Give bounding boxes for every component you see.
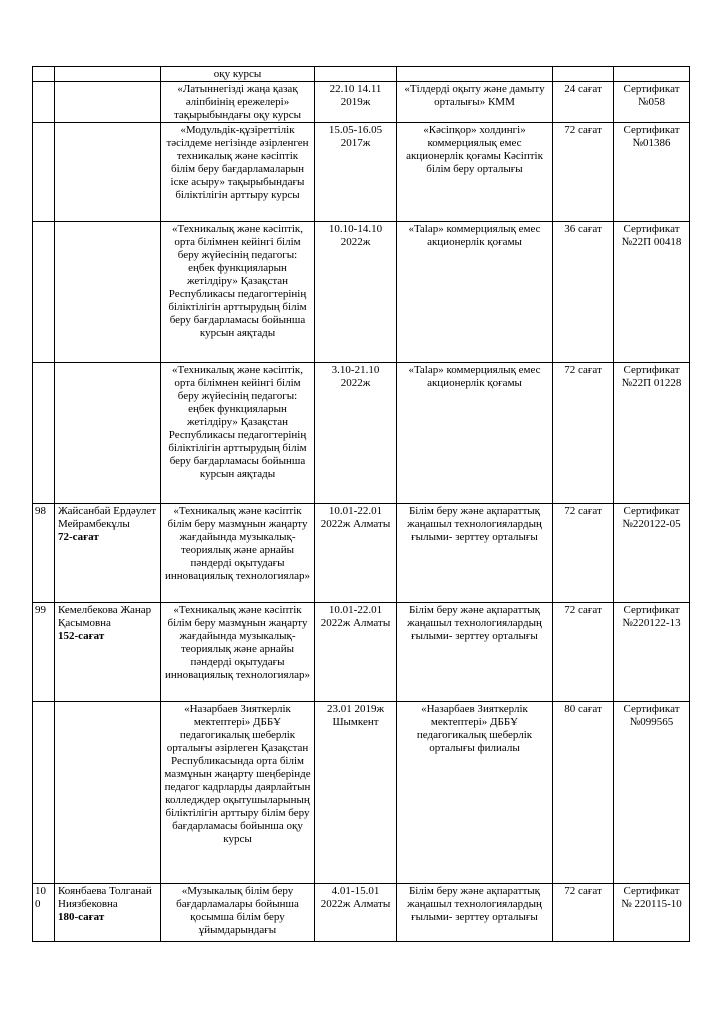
course-title: «Назарбаев Зияткерлік мектептері» ДББҰ педагогикалық шеберлік орталығы әзірлеген Қазақстан Республикасында орта білім мазмұнын жаңарту шеңберінде педагог кадрларды даярлайтын колледждер оқытушыларының біліктілігін арттыру білім беру бағдарламасы бойынша оқу курсы bbox=[161, 702, 315, 884]
row-number bbox=[33, 82, 55, 123]
row-number: 99 bbox=[33, 603, 55, 702]
row-number bbox=[33, 67, 55, 82]
course-date: 15.05-16.05 2017ж bbox=[315, 123, 397, 222]
table-row bbox=[33, 222, 690, 363]
organization: Білім беру және ақпараттық жаңашыл технологиялардың ғылыми- зерттеу орталығы bbox=[397, 504, 553, 603]
organization: «Назарбаев Зияткерлік мектептері» ДББҰ педагогикалық шеберлік орталығы филиалы bbox=[397, 702, 553, 884]
organization: Білім беру және ақпараттық жаңашыл технологиялардың ғылыми- зерттеу орталығы bbox=[397, 884, 553, 942]
organization: «Тілдерді оқыту және дамыту орталығы» КММ bbox=[397, 82, 553, 123]
table-row bbox=[33, 82, 690, 123]
course-title: «Техникалық және кәсіптік, орта білімнен кейінгі білім беру жүйесінің педагогы: еңбек функцияларын жетілдіру» Қазақстан Республикасы педагогтерінің біліктілігін арттырудың білім беру бағдарламасы бойынша курсын аяқтады bbox=[161, 363, 315, 504]
certificate: Сертификат №220122-05 bbox=[614, 504, 690, 603]
teacher-name-cell bbox=[55, 363, 161, 504]
course-date: 4.01-15.01 2022ж Алматы bbox=[315, 884, 397, 942]
certificate: Сертификат №099565 bbox=[614, 702, 690, 884]
table-row bbox=[33, 884, 690, 942]
table-row bbox=[33, 504, 690, 603]
course-date: 10.10-14.10 2022ж bbox=[315, 222, 397, 363]
total-hours: 180-сағат bbox=[58, 911, 105, 923]
certificate: Сертификат №22П 01228 bbox=[614, 363, 690, 504]
hours: 36 сағат bbox=[553, 222, 614, 363]
row-number: 98 bbox=[33, 504, 55, 603]
organization: «Talap» коммерциялық емес акционерлік қоғамы bbox=[397, 222, 553, 363]
course-title: «Техникалық және кәсіптік білім беру мазмұнын жаңарту жағдайында музыкалық-теориялық және арнайы пәндерді оқытудағы инновациялық технологиялар» bbox=[161, 603, 315, 702]
hours: 80 сағат bbox=[553, 702, 614, 884]
table-row bbox=[33, 67, 690, 82]
course-date: 23.01 2019ж Шымкент bbox=[315, 702, 397, 884]
teacher-name-cell bbox=[55, 702, 161, 884]
course-title: «Модульдік-құзіреттілік тәсілдеме негізінде әзірленген техникалық және кәсіптік білім беру бағдарламаларын іске асыру» тақырыбындағы біліктілігін арттыру курсы bbox=[161, 123, 315, 222]
certificate: Сертификат №058 bbox=[614, 82, 690, 123]
teacher-name-cell bbox=[55, 67, 161, 82]
course-title: «Техникалық және кәсіптік, орта білімнен кейінгі білім беру жүйесінің педагогы: еңбек функцияларын жетілдіру» Қазақстан Республикасы педагогтерінің біліктілігін арттырудың білім беру бағдарламасы бойынша курсын аяқтады bbox=[161, 222, 315, 363]
hours: 72 сағат bbox=[553, 123, 614, 222]
row-number bbox=[33, 363, 55, 504]
table-row bbox=[33, 363, 690, 504]
course-date: 10.01-22.01 2022ж Алматы bbox=[315, 504, 397, 603]
table-row bbox=[33, 603, 690, 702]
hours: 72 сағат bbox=[553, 363, 614, 504]
organization: Білім беру және ақпараттық жаңашыл технологиялардың ғылыми- зерттеу орталығы bbox=[397, 603, 553, 702]
teacher-name-cell bbox=[55, 82, 161, 123]
hours bbox=[553, 67, 614, 82]
row-number bbox=[33, 702, 55, 884]
course-title: «Музыкалық білім беру бағдарламалары бойынша қосымша білім беру ұйымдарындағы bbox=[161, 884, 315, 942]
hours: 72 сағат bbox=[553, 504, 614, 603]
teacher-name: Коянбаева Толганай Ниязбековна bbox=[58, 885, 152, 910]
teacher-name-cell bbox=[55, 222, 161, 363]
row-number: 100 bbox=[33, 884, 55, 942]
teacher-name-cell bbox=[55, 603, 161, 702]
certificate bbox=[614, 67, 690, 82]
teacher-name-cell bbox=[55, 884, 161, 942]
course-title: оқу курсы bbox=[161, 67, 315, 82]
row-number bbox=[33, 123, 55, 222]
hours: 72 сағат bbox=[553, 884, 614, 942]
row-number bbox=[33, 222, 55, 363]
total-hours: 152-сағат bbox=[58, 630, 105, 642]
course-title: «Техникалық және кәсіптік білім беру мазмұнын жаңарту жағдайында музыкалық-теориялық және арнайы пәндерді оқытудағы инновациялық технологиялар» bbox=[161, 504, 315, 603]
table-row bbox=[33, 702, 690, 884]
table-row bbox=[33, 123, 690, 222]
course-title: «Латыннегізді жаңа қазақ әліпбиінің ережелері» тақырыбындағы оқу курсы bbox=[161, 82, 315, 123]
teacher-name: Кемелбекова Жанар Қасымовна bbox=[58, 604, 152, 629]
teacher-name-cell bbox=[55, 504, 161, 603]
teacher-name: Жайсанбай Ердәулет Мейрамбекұлы bbox=[58, 505, 157, 530]
certificate: Сертификат №01386 bbox=[614, 123, 690, 222]
organization: «Talap» коммерциялық емес акционерлік қоғамы bbox=[397, 363, 553, 504]
certificate: Сертификат №22П 00418 bbox=[614, 222, 690, 363]
certificate: Сертификат № 220115-10 bbox=[614, 884, 690, 942]
total-hours: 72-сағат bbox=[58, 531, 99, 543]
organization bbox=[397, 67, 553, 82]
course-date: 22.10 14.11 2019ж bbox=[315, 82, 397, 123]
organization: «Кәсіпқор» холдингі» коммерциялық емес акционерлік қоғамы Кәсіптік білім беру орталығы bbox=[397, 123, 553, 222]
hours: 24 сағат bbox=[553, 82, 614, 123]
course-date: 10.01-22.01 2022ж Алматы bbox=[315, 603, 397, 702]
course-date: 3.10-21.10 2022ж bbox=[315, 363, 397, 504]
hours: 72 сағат bbox=[553, 603, 614, 702]
course-date bbox=[315, 67, 397, 82]
certification-table bbox=[32, 66, 690, 942]
teacher-name-cell bbox=[55, 123, 161, 222]
certificate: Сертификат №220122-13 bbox=[614, 603, 690, 702]
